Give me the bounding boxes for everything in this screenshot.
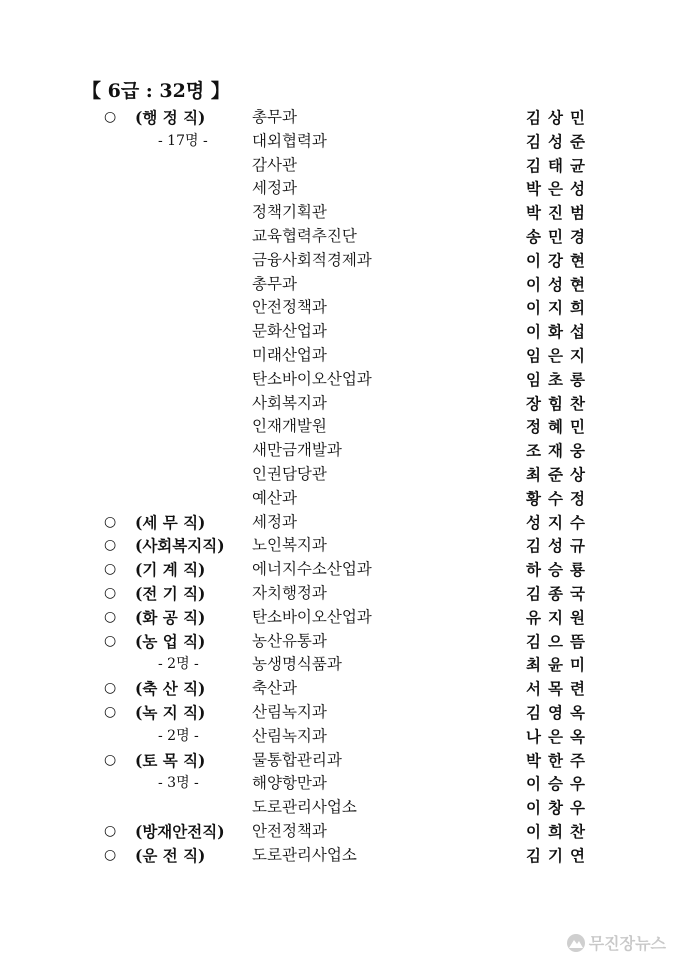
bullet-icon: ○ [104, 822, 117, 839]
department-name: 안전정책과 [252, 821, 327, 840]
department-name: 에너지수소산업과 [252, 560, 372, 579]
job-category: (세 무 직) [135, 512, 206, 532]
person-name: 최윤미 [526, 655, 592, 675]
person-name: 나은옥 [526, 726, 592, 746]
person-name: 김상민 [526, 108, 592, 127]
job-category: (축 산 직) [135, 679, 206, 699]
person-name: 이강현 [526, 250, 592, 270]
bullet-icon: ○ [104, 109, 117, 125]
person-name: 김성규 [526, 536, 592, 556]
list-item [0, 772, 680, 796]
job-category: (농 업 직) [135, 631, 206, 651]
personnel-list [0, 106, 680, 868]
bullet-icon: ○ [104, 608, 117, 625]
category-count: - 2명 - [158, 656, 199, 673]
person-name: 김종국 [526, 583, 592, 603]
department-name: 미래산업과 [252, 345, 327, 364]
person-name: 정혜민 [526, 417, 592, 437]
list-item [0, 463, 680, 487]
list-item [0, 201, 680, 225]
list-item [0, 558, 680, 582]
bullet-icon: ○ [104, 703, 117, 720]
department-name: 자치행정과 [252, 583, 327, 602]
list-item [0, 844, 680, 868]
person-name: 박은성 [526, 179, 592, 199]
department-name: 문화산업과 [252, 322, 327, 341]
person-name: 황수정 [526, 488, 592, 508]
department-name: 금융사회적경제과 [252, 250, 372, 269]
person-name: 이화섭 [526, 322, 592, 342]
department-name: 해양항만과 [252, 774, 327, 793]
department-name: 세정과 [252, 512, 297, 531]
person-name: 송민경 [526, 226, 592, 246]
watermark-text: 무진장뉴스 [588, 934, 666, 953]
job-category: (화 공 직) [135, 607, 206, 627]
bullet-icon: ○ [104, 632, 117, 649]
person-name: 이지희 [526, 298, 592, 318]
list-item [0, 249, 680, 273]
department-name: 세정과 [252, 179, 297, 198]
department-name: 예산과 [252, 488, 297, 507]
list-item [0, 653, 680, 677]
job-category: (운 전 직) [135, 845, 206, 865]
list-item [0, 273, 680, 297]
category-count: - 2명 - [158, 727, 199, 744]
page-heading: 【 6급 : 32명 】 [82, 80, 230, 102]
list-item [0, 177, 680, 201]
bullet-icon: ○ [104, 751, 117, 768]
person-name: 김태균 [526, 155, 592, 175]
list-item [0, 701, 680, 725]
department-name: 감사관 [252, 155, 297, 174]
department-name: 탄소바이오산업과 [252, 369, 372, 388]
department-name: 물통합관리과 [252, 750, 342, 769]
list-item [0, 487, 680, 511]
person-name: 임초롱 [526, 369, 592, 389]
category-count: - 3명 - [158, 775, 199, 792]
person-name: 서목련 [526, 679, 592, 699]
job-category: (방재안전직) [135, 821, 225, 841]
list-item [0, 796, 680, 820]
mountain-logo-icon [567, 934, 585, 952]
list-item [0, 392, 680, 416]
department-name: 도로관리사업소 [252, 798, 357, 817]
department-name: 새만금개발과 [252, 441, 342, 460]
job-category: (녹 지 직) [135, 702, 206, 722]
person-name: 하승룡 [526, 560, 592, 580]
list-item [0, 582, 680, 606]
person-name: 이성현 [526, 274, 592, 294]
person-name: 이창우 [526, 798, 592, 818]
list-item [0, 415, 680, 439]
bullet-icon: ○ [104, 537, 117, 554]
department-name: 정책기획관 [252, 203, 327, 222]
bullet-icon: ○ [104, 513, 117, 530]
list-item [0, 725, 680, 749]
job-category: (전 기 직) [135, 583, 206, 603]
department-name: 교육협력추진단 [252, 226, 357, 245]
person-name: 김영옥 [526, 702, 592, 722]
list-item [0, 820, 680, 844]
watermark [567, 931, 666, 954]
list-item [0, 130, 680, 154]
person-name: 김기연 [526, 845, 592, 865]
list-item [0, 630, 680, 654]
list-item [0, 106, 680, 130]
person-name: 김으뜸 [526, 631, 592, 651]
bullet-icon: ○ [104, 584, 117, 601]
list-item [0, 320, 680, 344]
department-name: 사회복지과 [252, 393, 327, 412]
job-category: (사회복지직) [135, 536, 225, 556]
person-name: 김성준 [526, 131, 592, 151]
list-item [0, 296, 680, 320]
department-name: 총무과 [252, 274, 297, 293]
list-item [0, 534, 680, 558]
list-item [0, 225, 680, 249]
department-name: 안전정책과 [252, 298, 327, 317]
department-name: 산림녹지과 [252, 702, 327, 721]
person-name: 이승우 [526, 774, 592, 794]
department-name: 노인복지과 [252, 536, 327, 555]
job-category: (기 계 직) [135, 560, 206, 580]
department-name: 축산과 [252, 679, 297, 698]
person-name: 성지수 [526, 512, 592, 532]
list-item [0, 154, 680, 178]
person-name: 임은지 [526, 345, 592, 365]
bullet-icon: ○ [104, 561, 117, 578]
department-name: 농산유통과 [252, 631, 327, 650]
department-name: 인재개발원 [252, 417, 327, 436]
department-name: 탄소바이오산업과 [252, 607, 372, 626]
list-item [0, 677, 680, 701]
department-name: 인권담당관 [252, 464, 327, 483]
bullet-icon: ○ [104, 680, 117, 697]
department-name: 총무과 [252, 108, 297, 126]
person-name: 장힘찬 [526, 393, 592, 413]
department-name: 도로관리사업소 [252, 845, 357, 864]
list-item [0, 511, 680, 535]
person-name: 박한주 [526, 750, 592, 770]
bullet-icon: ○ [104, 846, 117, 863]
list-item [0, 368, 680, 392]
person-name: 이희찬 [526, 821, 592, 841]
department-name: 산림녹지과 [252, 726, 327, 745]
job-category: (토 목 직) [135, 750, 206, 770]
person-name: 유지원 [526, 607, 592, 627]
department-name: 농생명식품과 [252, 655, 342, 674]
person-name: 박진범 [526, 203, 592, 223]
list-item [0, 344, 680, 368]
category-count: - 17명 - [158, 132, 208, 149]
department-name: 대외협력과 [252, 131, 327, 150]
list-item [0, 749, 680, 773]
list-item [0, 606, 680, 630]
job-category: (행 정 직) [135, 108, 206, 127]
list-item [0, 439, 680, 463]
person-name: 최준상 [526, 464, 592, 484]
person-name: 조재웅 [526, 441, 592, 461]
